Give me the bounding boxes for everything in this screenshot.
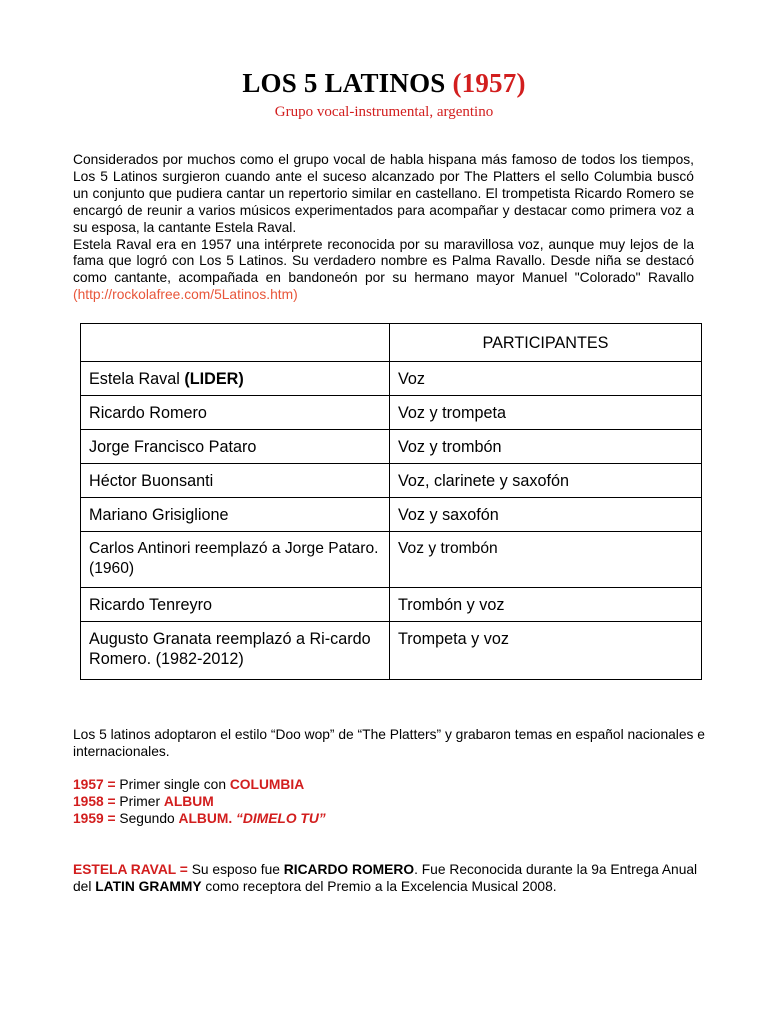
member-name: Jorge Francisco Pataro [81,430,390,464]
member-name-text: Estela Raval [89,370,185,388]
table-row [81,464,702,498]
table-row [81,362,702,396]
title-main: LOS 5 LATINOS [242,68,446,98]
member-role: Voz, clarinete y saxofón [390,464,702,498]
doowop-paragraph: Los 5 latinos adoptaron el estilo “Doo wop” de “The Platters” y grabaron temas en español nacionales e internacionales. [73,727,705,759]
estela-bold-2: LATIN GRAMMY [95,878,202,894]
timeline-text: Primer [115,793,164,809]
intro-paragraph-2 [73,237,694,305]
table-header-participantes: PARTICIPANTES [390,324,702,362]
member-name: Ricardo Tenreyro [81,588,390,622]
title-year: (1957) [452,68,526,98]
estela-bold-1: RICARDO ROMERO [283,862,415,877]
member-role: Voz y trombón [390,532,702,588]
participants-table [80,323,702,680]
table-row [81,396,702,430]
table-row [81,588,702,622]
page-title [0,68,768,99]
table-row [81,622,702,680]
timeline-year: 1958 = [73,793,116,809]
timeline-year: 1959 = [73,810,116,826]
table-row [81,430,702,464]
intro-paragraph-2-text: Estela Raval era en 1957 una intérprete reconocida por su maravillosa voz, aunque muy lejos de la fama que logró con Los 5 Latinos. Su verdadero nombre es Palma Ravallo. Desde niña se destacó como cantante, acompañada en bandoneón por su hermano mayor Manuel "Colorado" Ravallo [73,236,694,286]
timeline-text: Segundo [115,810,179,826]
member-name: Héctor Buonsanti [81,464,390,498]
member-name: Augusto Granata reemplazó a Ri-cardo Romero. (1982-2012) [81,622,390,680]
table-header-empty [81,324,390,362]
estela-text-3: como receptora del Premio a la Excelencia Musical 2008. [201,878,557,894]
timeline-text: Primer single con [115,777,230,792]
intro-text [73,152,694,304]
timeline-album-title: “DIMELO TU” [232,810,326,826]
member-name: Carlos Antinori reemplazó a Jorge Pataro. (1960) [81,532,390,588]
table-header-row [81,324,702,362]
timeline-list [73,777,713,828]
estela-label: ESTELA RAVAL = [73,862,188,877]
table-row [81,498,702,532]
member-name [81,362,390,396]
intro-paragraph-1: Considerados por muchos como el grupo vocal de habla hispana más famoso de todos los tiempos, Los 5 Latinos surgieron cuando ante el suceso alcanzado por The Platters el sello Columbia buscó un conjunto que pudiera cantar un repertorio similar en castellano. El trompetista Ricardo Romero se encargó de reunir a varios músicos experimentados para acompañar y destacar como primera voz a su esposa, la cantante Estela Raval. [73,152,694,235]
member-role: Voz [390,362,702,396]
timeline-year: 1957 = [73,777,116,792]
page-subtitle: Grupo vocal-instrumental, argentino [274,104,494,120]
timeline-highlight: COLUMBIA [229,777,305,792]
member-role: Trombón y voz [390,588,702,622]
member-role: Trompeta y voz [390,622,702,680]
timeline-item [73,811,713,828]
estela-text-2: . Fue Reconocida durante la 9a Entrega Anual del [73,862,698,894]
member-role: Voz y trombón [390,430,702,464]
timeline-item [73,794,713,811]
table-row [81,532,702,588]
source-link[interactable]: (http://rockolafree.com/5Latinos.htm) [73,287,298,303]
timeline-item [73,777,713,794]
estela-text-1: Su esposo fue [187,862,284,877]
member-name: Mariano Grisiglione [81,498,390,532]
member-name-lider: (LIDER) [184,370,244,388]
estela-paragraph [73,862,713,896]
timeline-highlight: ALBUM. [178,810,233,826]
member-name: Ricardo Romero [81,396,390,430]
member-role: Voz y saxofón [390,498,702,532]
member-role: Voz y trompeta [390,396,702,430]
timeline-highlight: ALBUM [163,793,214,809]
